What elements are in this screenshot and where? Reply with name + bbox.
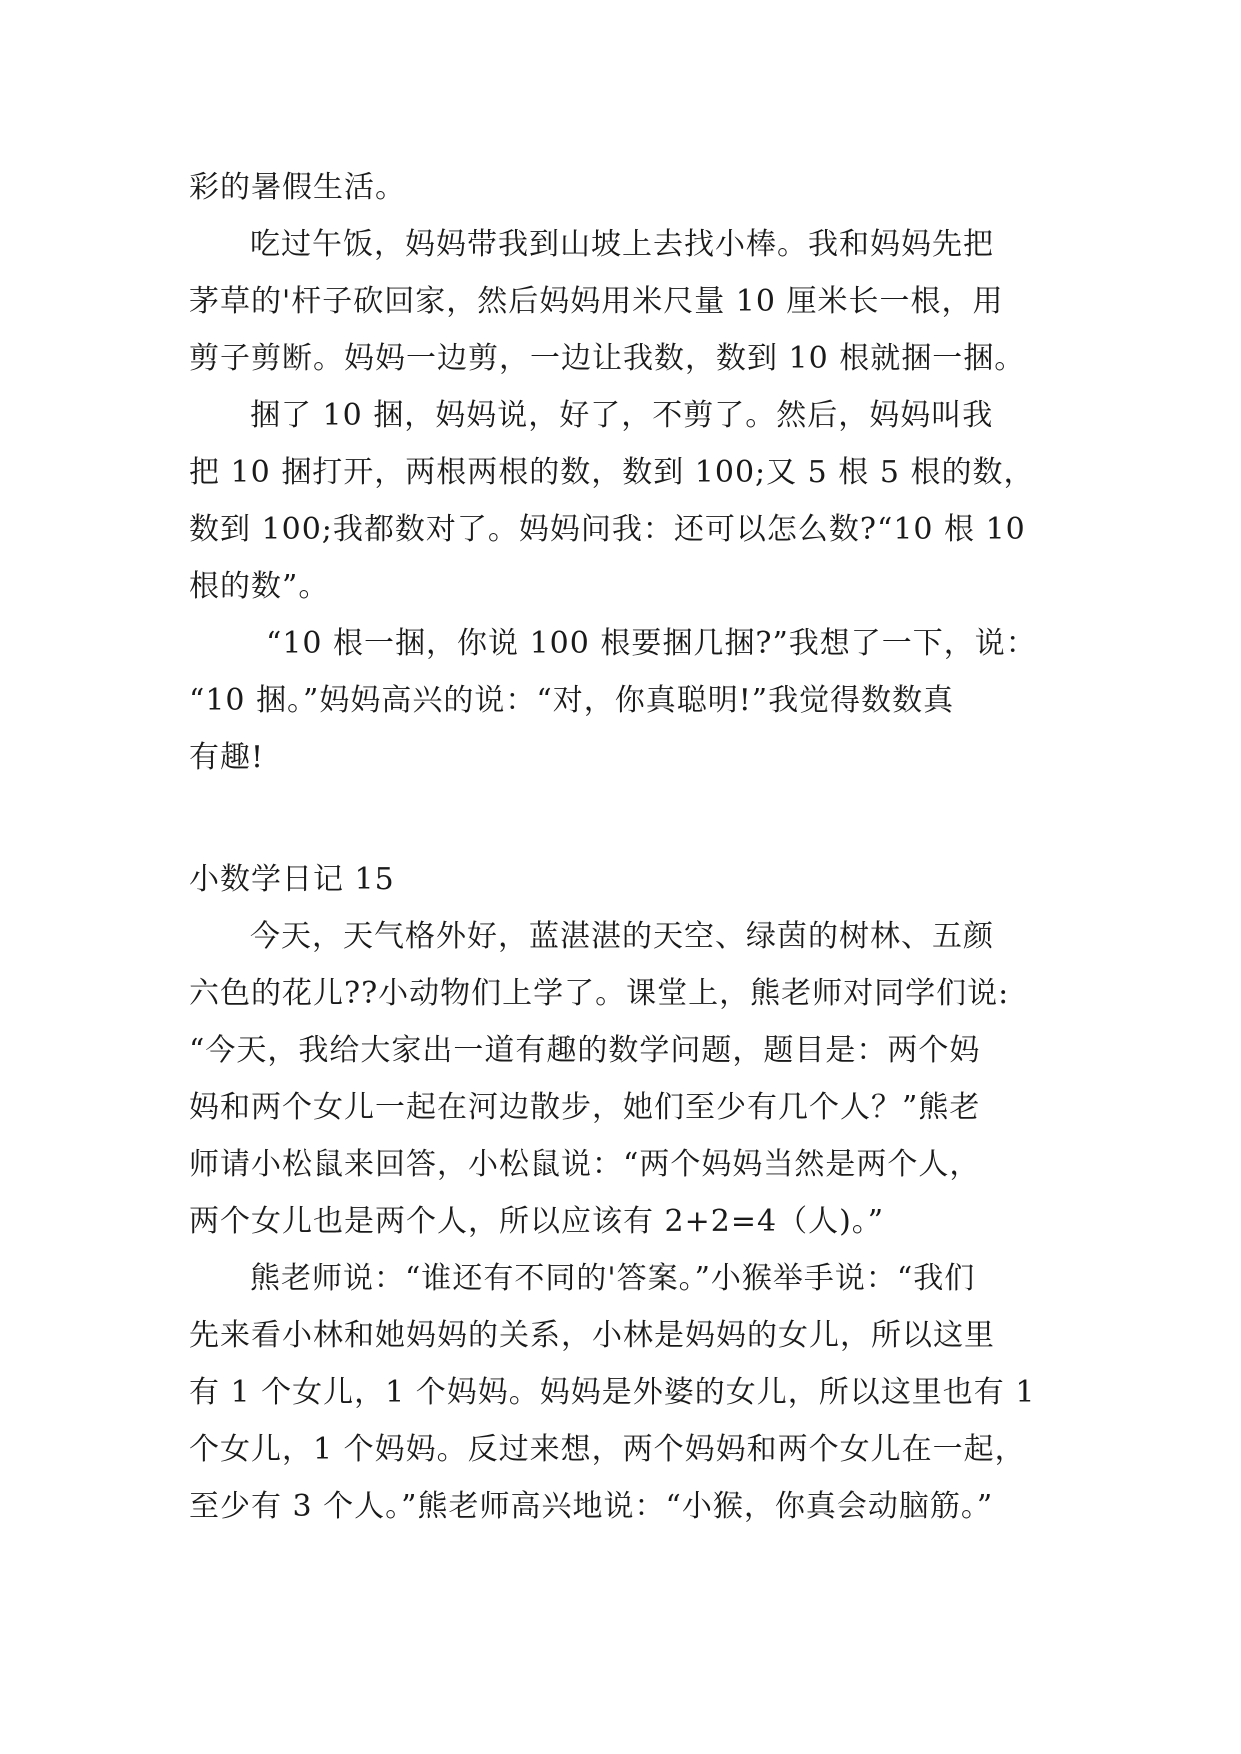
paragraph-line: 剪子剪断。妈妈一边剪，一边让我数，数到 10 根就捆一捆。 bbox=[189, 341, 1026, 376]
paragraph-line: 师请小松鼠来回答，小松鼠说：“两个妈妈当然是两个人， bbox=[189, 1147, 981, 1182]
paragraph-line: 六色的花儿??小动物们上学了。课堂上，熊老师对同学们说: bbox=[189, 976, 1010, 1011]
paragraph-line: 吃过午饭，妈妈带我到山坡上去找小棒。我和妈妈先把 bbox=[250, 227, 994, 262]
paragraph-line: 两个女儿也是两个人，所以应该有 2+2=4（人)。” bbox=[189, 1204, 885, 1239]
paragraph-line: 个女儿，1 个妈妈。反过来想，两个妈妈和两个女儿在一起， bbox=[189, 1432, 1026, 1467]
paragraph-line: “10 捆。”妈妈高兴的说：“对，你真聪明!”我觉得数数真 bbox=[189, 683, 955, 718]
paragraph-line: 有趣! bbox=[189, 740, 265, 775]
paragraph-line: 有 1 个女儿，1 个妈妈。妈妈是外婆的女儿，所以这里也有 1 bbox=[189, 1375, 1036, 1410]
paragraph-line: 今天，天气格外好，蓝湛湛的天空、绿茵的树林、五颜 bbox=[250, 919, 994, 954]
paragraph-line: 数到 100;我都数对了。妈妈问我：还可以怎么数?“10 根 10 bbox=[189, 512, 1026, 547]
paragraph-line: “10 根一捆，你说 100 根要捆几捆?”我想了一下，说： bbox=[266, 626, 1037, 661]
paragraph-line: 捆了 10 捆，妈妈说，好了，不剪了。然后，妈妈叫我 bbox=[250, 398, 994, 433]
paragraph-line: 妈和两个女儿一起在河边散步，她们至少有几个人？”熊老 bbox=[189, 1090, 981, 1125]
paragraph-line: 先来看小林和她妈妈的关系，小林是妈妈的女儿，所以这里 bbox=[189, 1318, 995, 1353]
paragraph-line: 至少有 3 个人。”熊老师高兴地说：“小猴，你真会动脑筋。” bbox=[189, 1489, 994, 1524]
paragraph-line: 彩的暑假生活。 bbox=[189, 170, 406, 205]
paragraph-line: 熊老师说：“谁还有不同的'答案。”小猴举手说：“我们 bbox=[250, 1261, 976, 1296]
paragraph-line: 茅草的'杆子砍回家，然后妈妈用米尺量 10 厘米长一根，用 bbox=[189, 284, 1004, 319]
paragraph-line: 根的数”。 bbox=[189, 569, 330, 604]
paragraph-line: 把 10 捆打开，两根两根的数，数到 100;又 5 根 5 根的数， bbox=[189, 455, 1035, 490]
paragraph-line: “今天，我给大家出一道有趣的数学问题，题目是：两个妈 bbox=[189, 1033, 981, 1068]
section-heading: 小数学日记 15 bbox=[189, 862, 395, 897]
